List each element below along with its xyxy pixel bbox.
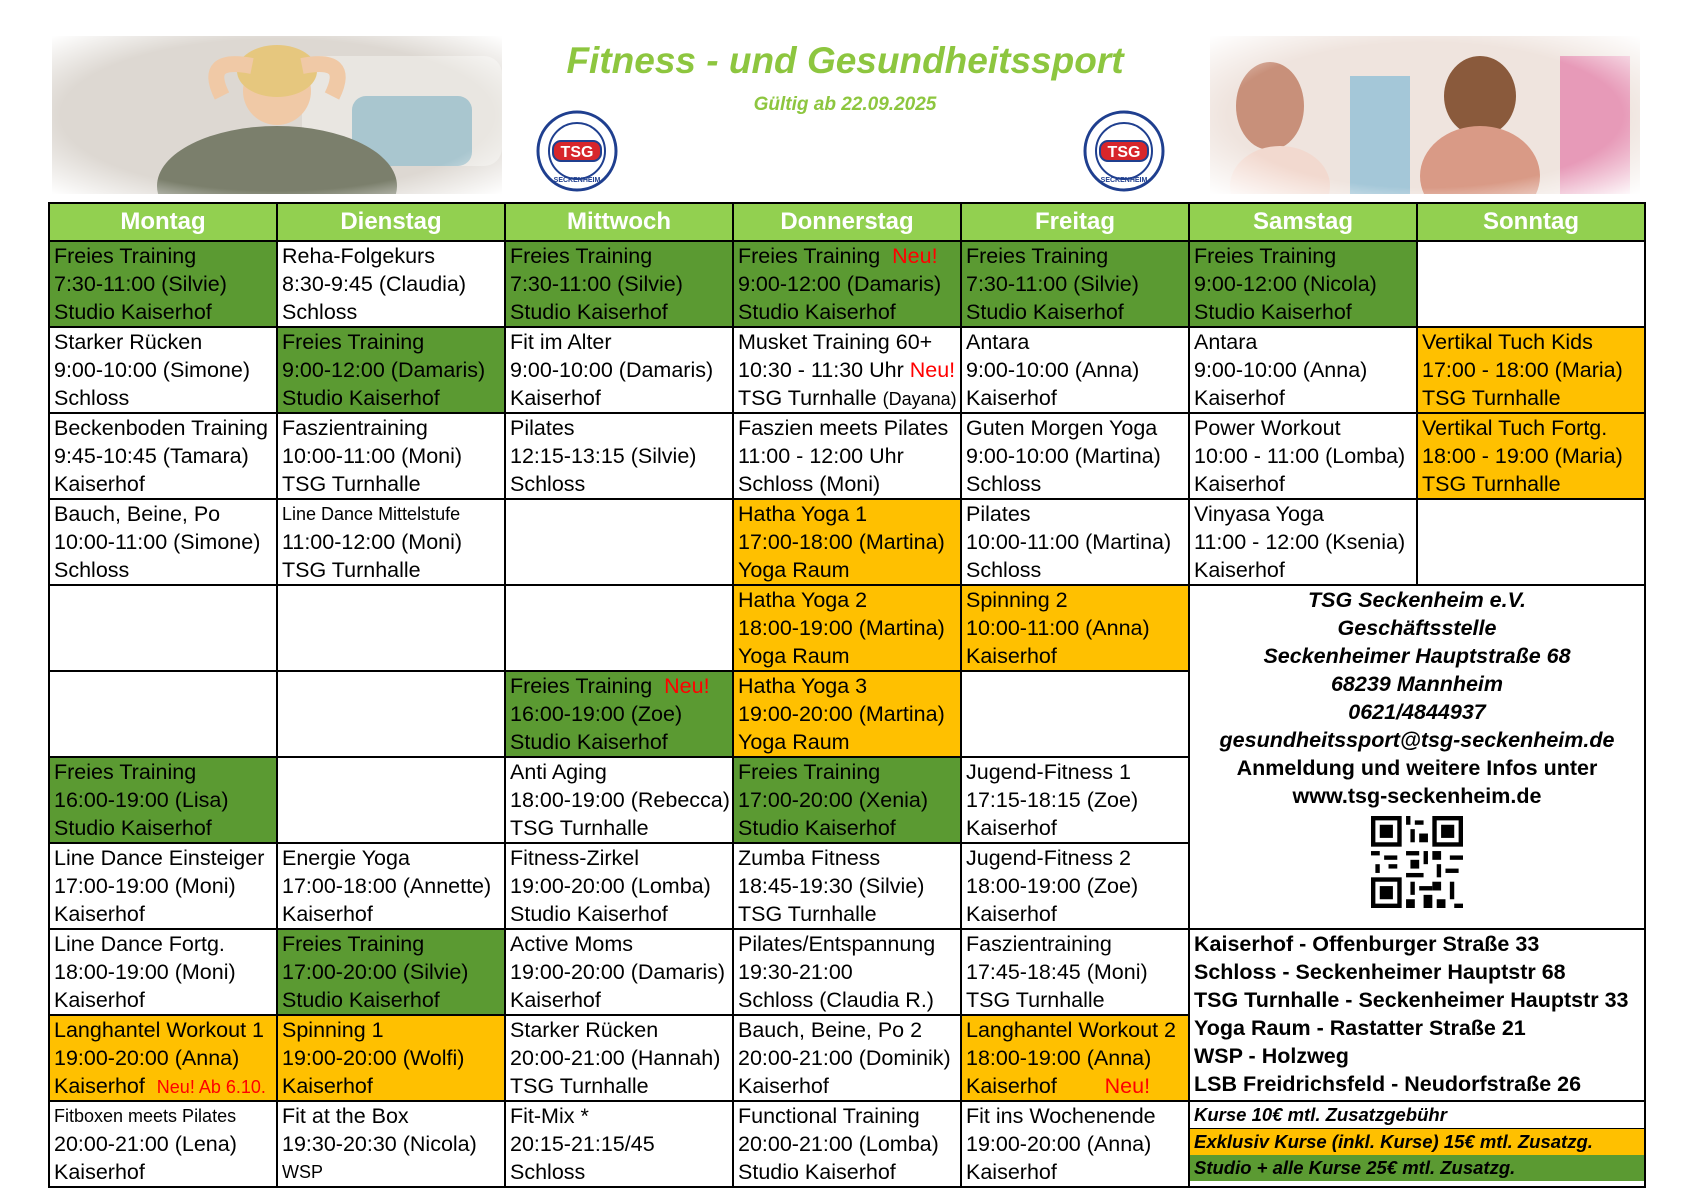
empty-cell xyxy=(1417,499,1645,585)
club-contact-info: TSG Seckenheim e.V. Geschäftsstelle Seckenheimer Hauptstraße 68 68239 Mannheim 0621/4844937 gesundheitssport@tsg-seckenheim.de Anmeldung und weitere Infos unter www.tsg-seckenheim.de xyxy=(1189,585,1645,929)
location-item: Schloss - Seckenheimer Hauptstr 68 xyxy=(1194,960,1566,984)
course-cell: Musket Training 60+ 10:30 - 11:30 Uhr Neu! TSG Turnhalle (Dayana) xyxy=(733,327,961,413)
empty-cell xyxy=(1417,241,1645,327)
fee-info xyxy=(1189,1101,1645,1187)
course-cell: Freies Training 7:30-11:00 (Silvie) Studio Kaiserhof xyxy=(49,241,277,327)
course-cell: Spinning 2 10:00-11:00 (Anna) Kaiserhof xyxy=(961,585,1189,671)
day-header-friday: Freitag xyxy=(961,203,1189,241)
empty-cell xyxy=(505,585,733,671)
course-cell: Pilates/Entspannung 19:30-21:00 Schloss (Claudia R.) xyxy=(733,929,961,1015)
woman-photo-illustration xyxy=(52,36,502,194)
course-cell: Faszientraining 10:00-11:00 (Moni) TSG Turnhalle xyxy=(277,413,505,499)
website-link: www.tsg-seckenheim.de xyxy=(1292,784,1542,808)
header-photo-woman-exercising xyxy=(52,36,502,194)
location-item: WSP - Holzweg xyxy=(1194,1044,1349,1068)
course-cell: Hatha Yoga 1 17:00-18:00 (Martina) Yoga Raum xyxy=(733,499,961,585)
neu-badge: Neu! xyxy=(1104,1074,1151,1098)
course-cell: Jugend-Fitness 1 17:15-18:15 (Zoe) Kaiserhof xyxy=(961,757,1189,843)
course-cell: Freies Training 9:00-12:00 (Damaris) Studio Kaiserhof xyxy=(277,327,505,413)
course-cell: Jugend-Fitness 2 18:00-19:00 (Zoe) Kaiserhof xyxy=(961,843,1189,929)
course-cell: Fit-Mix * 20:15-21:15/45 Schloss xyxy=(505,1101,733,1187)
svg-text:TSG: TSG xyxy=(560,144,594,161)
table-row xyxy=(49,1101,1645,1187)
course-cell: Guten Morgen Yoga 9:00-10:00 (Martina) Schloss xyxy=(961,413,1189,499)
course-cell: Pilates 12:15-13:15 (Silvie) Schloss xyxy=(505,413,733,499)
course-cell: Zumba Fitness 18:45-19:30 (Silvie) TSG Turnhalle xyxy=(733,843,961,929)
course-cell: Hatha Yoga 3 19:00-20:00 (Martina) Yoga Raum xyxy=(733,671,961,757)
neu-badge: Neu! xyxy=(892,244,938,268)
course-cell: Freies Training 17:00-20:00 (Xenia) Studio Kaiserhof xyxy=(733,757,961,843)
course-cell: Energie Yoga 17:00-18:00 (Annette) Kaiserhof xyxy=(277,843,505,929)
course-cell: Vertikal Tuch Fortg. 18:00 - 19:00 (Maria) TSG Turnhalle xyxy=(1417,413,1645,499)
course-cell: Beckenboden Training 9:45-10:45 (Tamara) Kaiserhof xyxy=(49,413,277,499)
contact-email: gesundheitssport@tsg-seckenheim.de xyxy=(1219,728,1615,752)
day-header-sunday: Sonntag xyxy=(1417,203,1645,241)
table-row xyxy=(49,327,1645,413)
location-item: Kaiserhof - Offenburger Straße 33 xyxy=(1194,932,1540,956)
day-header-saturday: Samstag xyxy=(1189,203,1417,241)
course-cell: Line Dance Mittelstufe 11:00-12:00 (Moni) TSG Turnhalle xyxy=(277,499,505,585)
day-header-tuesday: Dienstag xyxy=(277,203,505,241)
course-cell: Antara 9:00-10:00 (Anna) Kaiserhof xyxy=(1189,327,1417,413)
course-cell: Line Dance Fortg. 18:00-19:00 (Moni) Kaiserhof xyxy=(49,929,277,1015)
location-item: LSB Freidrichsfeld - Neudorfstraße 26 xyxy=(1194,1072,1582,1096)
day-header-monday: Montag xyxy=(49,203,277,241)
course-cell: Fit ins Wochenende 19:00-20:00 (Anna) Kaiserhof xyxy=(961,1101,1189,1187)
fitness-photo-illustration xyxy=(1210,36,1640,194)
course-cell: Freies Training 7:30-11:00 (Silvie) Studio Kaiserhof xyxy=(961,241,1189,327)
fee-exclusive: Exklusiv Kurse (inkl. Kurse) 15€ mtl. Zusatzg. xyxy=(1190,1128,1644,1155)
course-cell: Faszientraining 17:45-18:45 (Moni) TSG Turnhalle xyxy=(961,929,1189,1015)
course-cell: Freies Training Neu! 9:00-12:00 (Damaris) Studio Kaiserhof xyxy=(733,241,961,327)
course-cell: Langhantel Workout 1 19:00-20:00 (Anna) Kaiserhof Neu! Ab 6.10. xyxy=(49,1015,277,1101)
svg-text:TSG: TSG xyxy=(1107,144,1141,161)
svg-text:SECKENHEIM: SECKENHEIM xyxy=(1100,177,1148,184)
course-cell: Langhantel Workout 2 18:00-19:00 (Anna) Kaiserhof Neu! xyxy=(961,1015,1189,1101)
course-cell: Active Moms 19:00-20:00 (Damaris) Kaiserhof xyxy=(505,929,733,1015)
svg-text:SECKENHEIM: SECKENHEIM xyxy=(553,177,601,184)
weekday-header-row xyxy=(49,203,1645,241)
course-cell: Freies Training 9:00-12:00 (Nicola) Studio Kaiserhof xyxy=(1189,241,1417,327)
course-cell: Spinning 1 19:00-20:00 (Wolfi) Kaiserhof xyxy=(277,1015,505,1101)
fee-standard: Kurse 10€ mtl. Zusatzgebühr xyxy=(1194,1104,1447,1125)
tsg-logo-icon-right xyxy=(1083,110,1165,192)
course-cell: Fitboxen meets Pilates 20:00-21:00 (Lena) Kaiserhof xyxy=(49,1101,277,1187)
empty-cell xyxy=(505,499,733,585)
course-cell: Power Workout 10:00 - 11:00 (Lomba) Kaiserhof xyxy=(1189,413,1417,499)
course-cell: Vinyasa Yoga 11:00 - 12:00 (Ksenia) Kaiserhof xyxy=(1189,499,1417,585)
table-row xyxy=(49,499,1645,585)
course-cell: Fit im Alter 9:00-10:00 (Damaris) Kaiserhof xyxy=(505,327,733,413)
empty-cell xyxy=(49,671,277,757)
location-item: TSG Turnhalle - Seckenheimer Hauptstr 33 xyxy=(1194,988,1629,1012)
table-row xyxy=(49,585,1645,671)
neu-badge: Neu! xyxy=(664,674,710,698)
course-cell: Freies Training Neu! 16:00-19:00 (Zoe) Studio Kaiserhof xyxy=(505,671,733,757)
course-cell: Hatha Yoga 2 18:00-19:00 (Martina) Yoga Raum xyxy=(733,585,961,671)
neu-badge: Neu! xyxy=(909,358,956,382)
course-cell: Antara 9:00-10:00 (Anna) Kaiserhof xyxy=(961,327,1189,413)
course-cell: Freies Training 17:00-20:00 (Silvie) Studio Kaiserhof xyxy=(277,929,505,1015)
course-cell: Anti Aging 18:00-19:00 (Rebecca) TSG Turnhalle xyxy=(505,757,733,843)
table-row xyxy=(49,413,1645,499)
course-cell: Line Dance Einsteiger 17:00-19:00 (Moni) Kaiserhof xyxy=(49,843,277,929)
course-cell: Bauch, Beine, Po 2 20:00-21:00 (Dominik) Kaiserhof xyxy=(733,1015,961,1101)
course-cell: Functional Training 20:00-21:00 (Lomba) Studio Kaiserhof xyxy=(733,1101,961,1187)
empty-cell xyxy=(961,671,1189,757)
valid-from-date: Gültig ab 22.09.2025 xyxy=(753,94,937,115)
fee-studio: Studio + alle Kurse 25€ mtl. Zusatzg. xyxy=(1190,1155,1644,1181)
course-cell: Starker Rücken 9:00-10:00 (Simone) Schloss xyxy=(49,327,277,413)
course-cell: Bauch, Beine, Po 10:00-11:00 (Simone) Schloss xyxy=(49,499,277,585)
neu-badge: Neu! Ab 6.10. xyxy=(156,1077,266,1097)
empty-cell xyxy=(277,585,505,671)
day-header-thursday: Donnerstag xyxy=(733,203,961,241)
tsg-logo-icon xyxy=(536,110,618,192)
course-cell: Fit at the Box 19:30-20:30 (Nicola) WSP xyxy=(277,1101,505,1187)
course-cell: Starker Rücken 20:00-21:00 (Hannah) TSG Turnhalle xyxy=(505,1015,733,1101)
empty-cell xyxy=(49,585,277,671)
course-cell: Vertikal Tuch Kids 17:00 - 18:00 (Maria) TSG Turnhalle xyxy=(1417,327,1645,413)
empty-cell xyxy=(277,757,505,843)
course-cell: Fitness-Zirkel 19:00-20:00 (Lomba) Studio Kaiserhof xyxy=(505,843,733,929)
qr-code-icon xyxy=(1371,816,1463,908)
course-schedule-table xyxy=(48,202,1646,1188)
location-list xyxy=(1189,929,1645,1101)
table-row xyxy=(49,241,1645,327)
course-cell: Freies Training 16:00-19:00 (Lisa) Studio Kaiserhof xyxy=(49,757,277,843)
table-row xyxy=(49,929,1645,1015)
course-cell: Pilates 10:00-11:00 (Martina) Schloss xyxy=(961,499,1189,585)
course-cell: Reha-Folgekurs 8:30-9:45 (Claudia) Schloss xyxy=(277,241,505,327)
page-title: Fitness - und Gesundheitssport xyxy=(566,40,1124,81)
day-header-wednesday: Mittwoch xyxy=(505,203,733,241)
header-photo-women-fitness xyxy=(1210,36,1640,194)
empty-cell xyxy=(277,671,505,757)
course-cell: Faszien meets Pilates 11:00 - 12:00 Uhr Schloss (Moni) xyxy=(733,413,961,499)
location-item: Yoga Raum - Rastatter Straße 21 xyxy=(1194,1016,1526,1040)
course-cell: Freies Training 7:30-11:00 (Silvie) Studio Kaiserhof xyxy=(505,241,733,327)
